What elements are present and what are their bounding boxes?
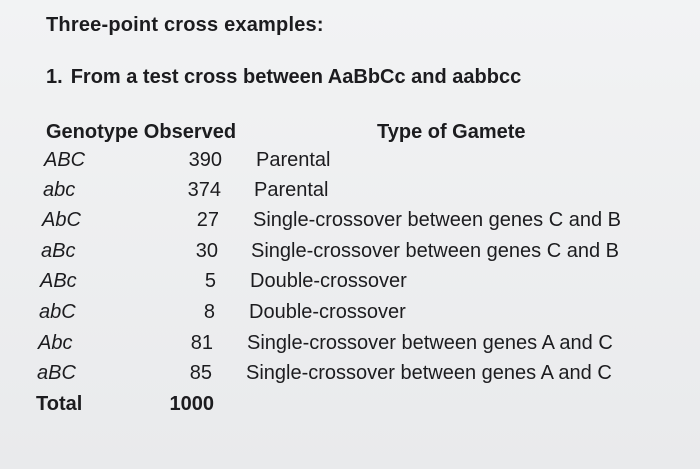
table-total-row (36, 393, 700, 423)
table-row (40, 270, 700, 300)
gamete-type-cell: Single-crossover between genes A and C (246, 362, 612, 384)
genotype-cell: AbC (42, 209, 81, 231)
table-row (39, 301, 700, 331)
gamete-type-cell: Parental (256, 149, 331, 171)
header-genotype-observed: Genotype Observed (46, 121, 237, 143)
count-cell: 85 (189, 362, 212, 384)
count-cell: 390 (188, 149, 222, 171)
table-row (38, 332, 700, 362)
genotype-cell: aBc (41, 240, 76, 262)
table-row (44, 149, 700, 179)
question-text: From a test cross between AaBbCc and aabbcc (70, 66, 522, 88)
count-cell: 27 (196, 209, 219, 231)
count-cell: 81 (190, 332, 213, 354)
total-label: Total (36, 393, 83, 415)
total-count: 1000 (169, 393, 214, 415)
gamete-type-cell: Double-crossover (249, 301, 406, 323)
genotype-cell: ABc (40, 270, 77, 292)
gamete-type-cell: Parental (254, 179, 329, 201)
genotype-cell: abc (43, 179, 76, 201)
gamete-type-cell: Single-crossover between genes C and B (253, 209, 621, 231)
genotype-cell: abC (39, 301, 76, 323)
count-cell: 30 (195, 240, 218, 262)
question-1 (46, 66, 521, 89)
question-number: 1. (46, 66, 63, 88)
table-row (42, 209, 700, 239)
page-title: Three-point cross examples: (46, 14, 324, 36)
table-row (43, 179, 700, 209)
genotype-cell: ABC (44, 149, 86, 171)
table-row (41, 240, 700, 270)
gamete-type-cell: Single-crossover between genes A and C (247, 332, 613, 354)
count-cell: 8 (203, 301, 215, 323)
genotype-cell: Abc (38, 332, 73, 354)
gamete-type-cell: Single-crossover between genes C and B (251, 240, 619, 262)
table-row (37, 362, 700, 392)
genotype-cell: aBC (37, 362, 76, 384)
header-type-of-gamete: Type of Gamete (377, 121, 526, 143)
count-cell: 374 (187, 179, 221, 201)
gamete-type-cell: Double-crossover (250, 270, 407, 292)
count-cell: 5 (204, 270, 216, 292)
